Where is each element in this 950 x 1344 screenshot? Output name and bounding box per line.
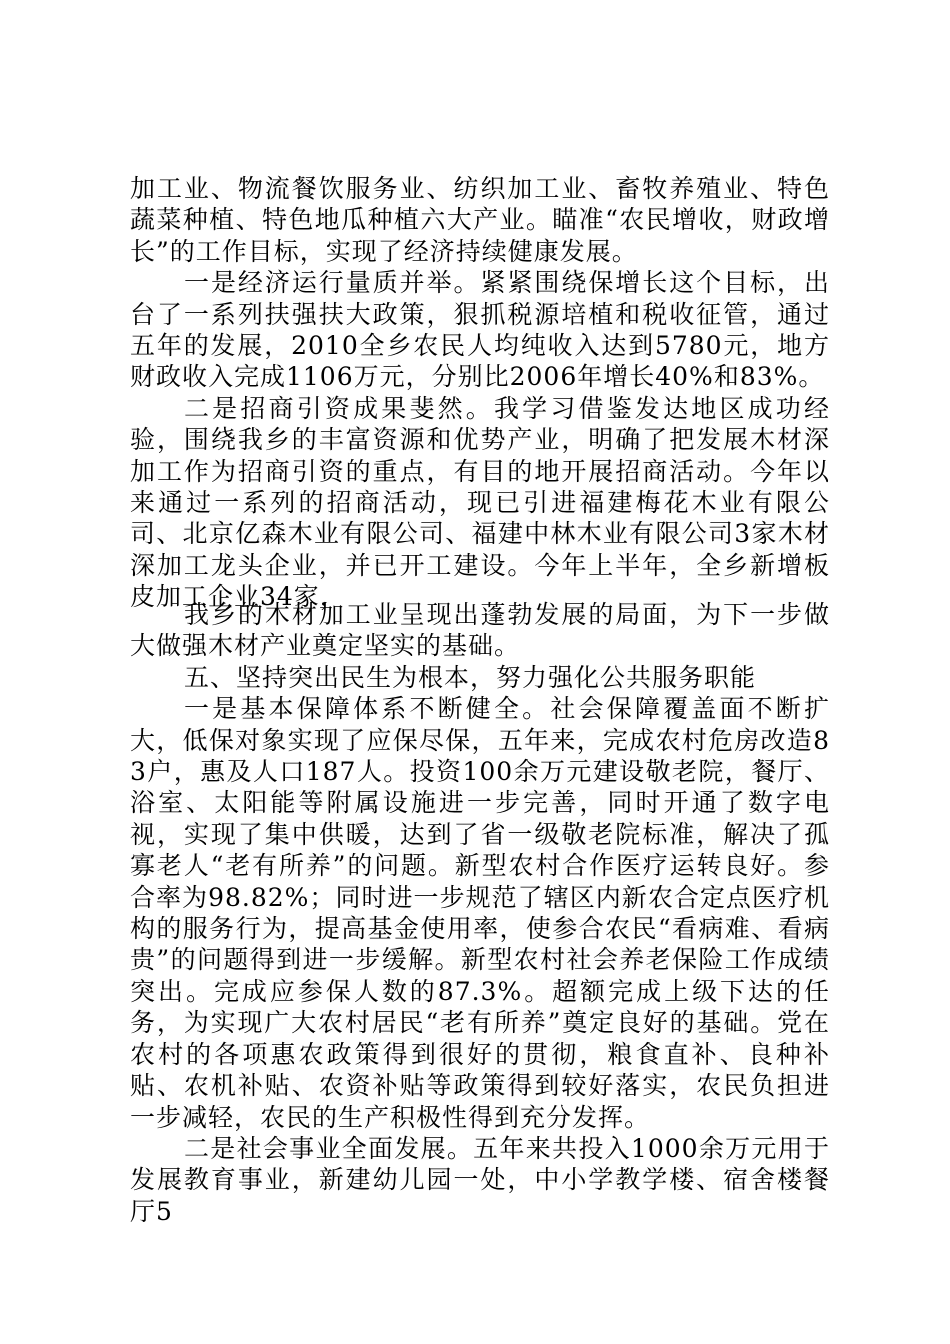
section-heading-livelihood: 五、坚持突出民生为根本，努力强化公共服务职能 xyxy=(184,662,757,692)
paragraph-social-development: 二是社会事业全面发展。五年来共投入1000余万元用于发展教育事业，新建幼儿园一处，中小学教学楼、宿舍楼餐厅5 xyxy=(130,1133,830,1226)
text-block-bottom xyxy=(130,599,830,1227)
paragraph-wood-industry: 我乡的木材加工业呈现出蓬勃发展的局面，为下一步做大做强木材产业奠定坚实的基础。 xyxy=(130,600,830,661)
paragraph-industries-continued: 加工业、物流餐饮服务业、纺织加工业、畜牧养殖业、特色蔬菜种植、特色地瓜种植六大产业。瞄准“农民增收，财政增长”的工作目标，实现了经济持续健康发展。 xyxy=(130,174,830,266)
paragraph-investment-attraction: 二是招商引资成果斐然。我学习借鉴发达地区成功经验，围绕我乡的丰富资源和优势产业，明确了把发展木材深加工作为招商引资的重点，有目的地开展招商活动。今年以来通过一系列的招商活动，现已引进福建梅花木业有限公司、北京亿森木业有限公司、福建中林木业有限公司3家木材深加工龙头企业，并已开工建设。今年上半年，全乡新增板皮加工企业34家， xyxy=(130,393,830,612)
text-block-top xyxy=(130,173,830,613)
paragraph-basic-security: 一是基本保障体系不断健全。社会保障覆盖面不断扩大，低保对象实现了应保尽保，五年来，完成农村危房改造83户，惠及人口187人。投资100余万元建设敬老院，餐厅、浴室、太阳能等附属设施进一步完善，同时开通了数字电视，实现了集中供暖，达到了省一级敬老院标准，解决了孤寡老人“老有所养”的问题。新型农村合作医疗运转良好。参合率为98.82%；同时进一步规范了辖区内新农合定点医疗机构的服务行为，提高基金使用率，使参合农民“看病难、看病贵”的问题得到进一步缓解。新型农村社会养老保险工作成绩突出。完成应参保人数的87.3%。超额完成上级下达的任务，为实现广大农村居民“老有所养”奠定良好的基础。党在农村的各项惠农政策得到很好的贯彻，粮食直补、良种补贴、农机补贴、农资补贴等政策得到较好落实，农民负担进一步减轻，农民的生产积极性得到充分发挥。 xyxy=(130,694,830,1132)
paragraph-economic-operation: 一是经济运行量质并举。紧紧围绕保增长这个目标，出台了一系列扶强扶大政策，狠抓税源培植和税收征管，通过五年的发展，2010全乡农民人均纯收入达到5780元，地方财政收入完成1106万元，分别比2006年增长40%和83%。 xyxy=(130,268,830,392)
